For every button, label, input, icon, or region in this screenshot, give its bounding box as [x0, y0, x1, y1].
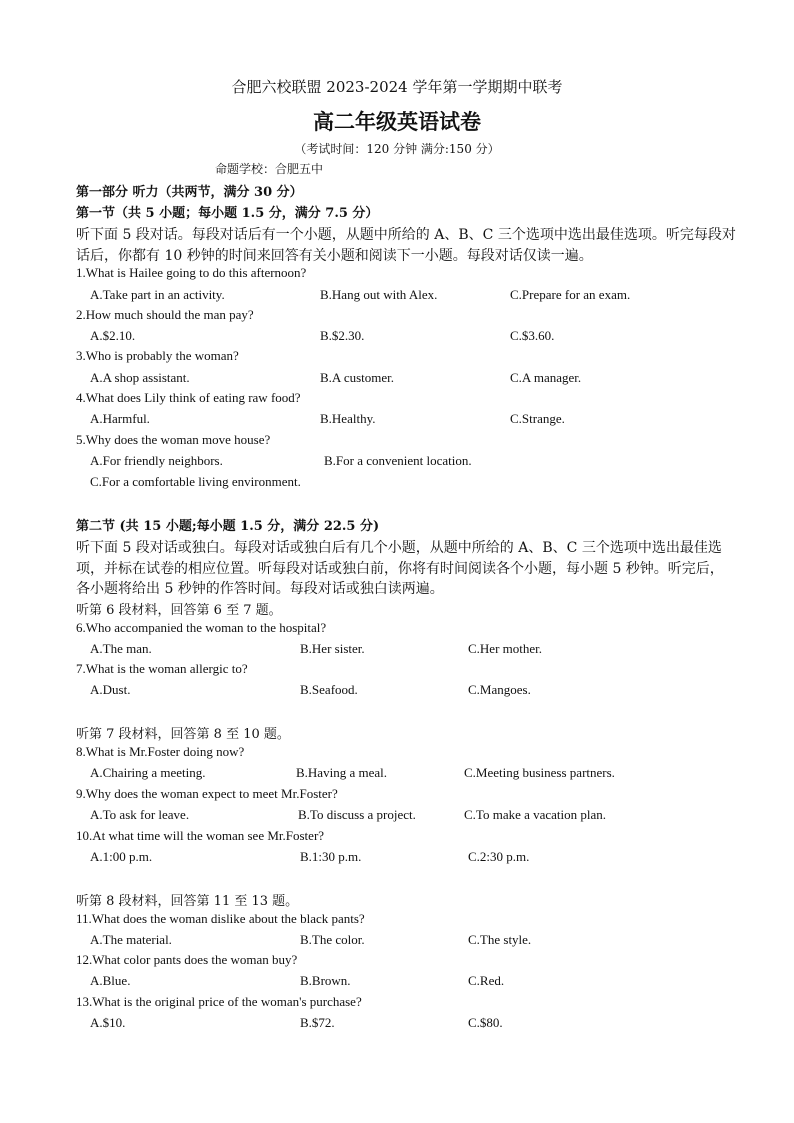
option-a[interactable]: A.Chairing a meeting. [90, 765, 206, 780]
option-c[interactable]: C.Strange. [510, 411, 565, 426]
section2-title: 第二节 (共 15 小题;每小题 1.5 分，满分 22.5 分) [76, 519, 380, 534]
section1-instructions-line2: 话后，你都有 10 秒钟的时间来回答有关小题和阅读下一小题。每段对话仅读一遍。 [76, 248, 593, 264]
part1-title: 第一部分 听力（共两节，满分 30 分） [76, 185, 303, 200]
group-heading-7: 听第 7 段材料，回答第 8 至 10 题。 [76, 727, 290, 742]
option-c[interactable]: C.$3.60. [510, 328, 555, 343]
option-c[interactable]: C.Mangoes. [468, 682, 531, 697]
option-b[interactable]: B.Brown. [300, 973, 351, 988]
option-c[interactable]: C.$80. [468, 1015, 503, 1030]
group-heading-6: 听第 6 段材料，回答第 6 至 7 题。 [76, 603, 282, 618]
option-b[interactable]: B.The color. [300, 932, 365, 947]
exam-title: 高二年级英语试卷 [313, 109, 481, 134]
option-b[interactable]: B.$2.30. [320, 328, 365, 343]
option-b[interactable]: B.Having a meal. [296, 765, 387, 780]
option-c[interactable]: C.Red. [468, 973, 505, 988]
option-b[interactable]: B.For a convenient location. [324, 453, 472, 468]
option-c[interactable]: C.Her mother. [468, 641, 543, 656]
option-a[interactable]: A.Harmful. [90, 411, 150, 426]
option-c[interactable]: C.Meeting business partners. [464, 765, 615, 780]
option-a[interactable]: A.$10. [90, 1015, 126, 1030]
option-c[interactable]: C.To make a vacation plan. [464, 807, 607, 822]
option-c[interactable]: C.Prepare for an exam. [510, 287, 631, 302]
option-a[interactable]: A.The man. [90, 641, 152, 656]
option-b[interactable]: B.Her sister. [300, 641, 365, 656]
proposer-school: 命题学校：合肥五中 [215, 162, 324, 176]
option-b[interactable]: B.To discuss a project. [298, 807, 416, 822]
option-a[interactable]: A.A shop assistant. [90, 370, 190, 385]
section2-instructions-line1: 听下面 5 段对话或独白。每段对话或独白后有几个小题，从题中所给的 A、B、C 三个选项中选出最佳选 [76, 540, 722, 556]
option-a[interactable]: A.Dust. [90, 682, 131, 697]
question-text: 7.What is the woman allergic to? [76, 661, 248, 676]
option-b[interactable]: B.$72. [300, 1015, 335, 1030]
option-a[interactable]: A.Take part in an activity. [90, 287, 225, 302]
question-text: 12.What color pants does the woman buy? [76, 952, 298, 967]
option-b[interactable]: B.Hang out with Alex. [320, 287, 438, 302]
exam-info: （考试时间：120 分钟 满分:150 分） [294, 142, 500, 156]
option-a[interactable]: A.To ask for leave. [90, 807, 190, 822]
option-c[interactable]: C.The style. [468, 932, 532, 947]
question-text: 1.What is Hailee going to do this afternoon? [76, 265, 307, 280]
question-text: 11.What does the woman dislike about the black pants? [76, 911, 365, 926]
question-text: 13.What is the original price of the woman's purchase? [76, 994, 362, 1009]
question-text: 3.Who is probably the woman? [76, 348, 239, 363]
section2-instructions-line2: 项，并标在试卷的相应位置。听每段对话或独白前，你将有时间阅读各个小题，每小题 5 秒钟。听完后， [76, 561, 724, 577]
section2-instructions-line3: 各小题将给出 5 秒钟的作答时间。每段对话或独白读两遍。 [76, 581, 444, 597]
question-text: 2.How much should the man pay? [76, 307, 254, 322]
option-a[interactable]: A.$2.10. [90, 328, 136, 343]
question-text: 10.At what time will the woman see Mr.Foster? [76, 828, 325, 843]
question-text: 6.Who accompanied the woman to the hospital? [76, 620, 327, 635]
section1-instructions-line1: 听下面 5 段对话。每段对话后有一个小题，从题中所给的 A、B、C 三个选项中选出最佳选项。听完每段对 [76, 227, 736, 243]
question-text: 5.Why does the woman move house? [76, 432, 271, 447]
question-text: 8.What is Mr.Foster doing now? [76, 744, 245, 759]
question-text: 9.Why does the woman expect to meet Mr.Foster? [76, 786, 338, 801]
option-b[interactable]: B.Seafood. [300, 682, 358, 697]
option-a[interactable]: A.For friendly neighbors. [90, 453, 223, 468]
section1-title: 第一节（共 5 小题；每小题 1.5 分，满分 7.5 分） [76, 206, 379, 221]
option-b[interactable]: B.A customer. [320, 370, 395, 385]
option-a[interactable]: A.Blue. [90, 973, 131, 988]
exam-school-line: 合肥六校联盟 2023-2024 学年第一学期期中联考 [231, 78, 563, 96]
group-heading-8: 听第 8 段材料，回答第 11 至 13 题。 [76, 894, 299, 909]
question-text: 4.What does Lily think of eating raw food? [76, 390, 301, 405]
option-a[interactable]: A.1:00 p.m. [90, 849, 153, 864]
option-c[interactable]: C.2:30 p.m. [468, 849, 530, 864]
option-b[interactable]: B.Healthy. [320, 411, 376, 426]
option-a[interactable]: A.The material. [90, 932, 172, 947]
option-c[interactable]: C.For a comfortable living environment. [90, 474, 301, 489]
option-b[interactable]: B.1:30 p.m. [300, 849, 362, 864]
option-c[interactable]: C.A manager. [510, 370, 582, 385]
